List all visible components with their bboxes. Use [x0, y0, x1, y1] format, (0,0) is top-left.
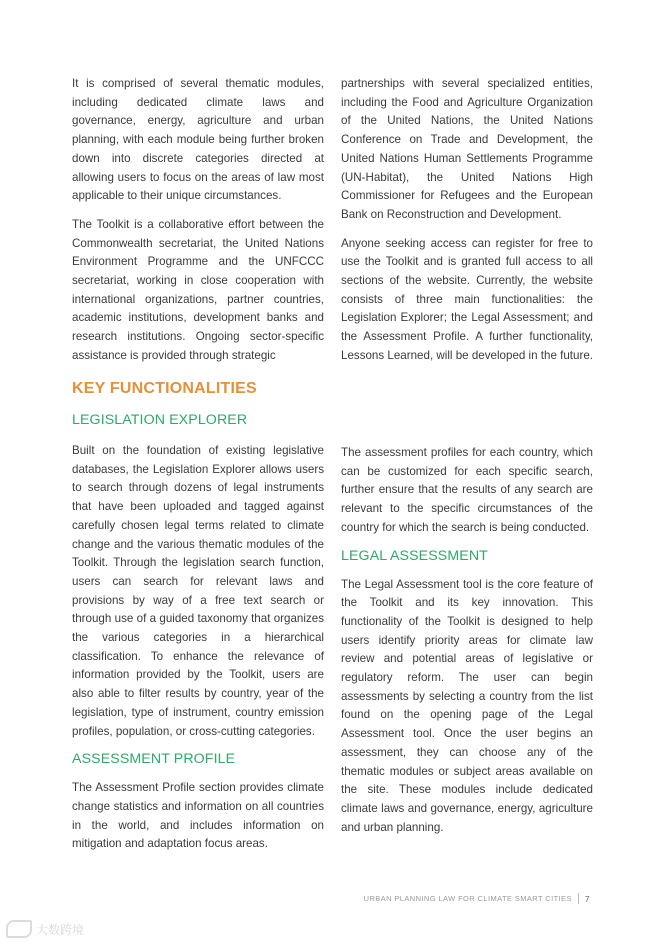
intro-paragraph-3: partnerships with several specialized entities, including the Food and Agriculture Organization of the United Nations, the United Nations Conference on Trade and Development, the United Nations Human Settlements Programme (UN-Habitat), the United Nations High Commissioner for Refugees and the European Bank on Reconstruction and Development. [341, 77, 593, 221]
page-footer [364, 893, 590, 904]
legislation-explorer-paragraph: Built on the foundation of existing legislative databases, the Legislation Explorer allows users to search through dozens of legal instruments that have been uploaded and tagged against carefully chosen legal terms related to climate change and the various thematic modules of the Toolkit. Through the legislation search function, users can search for relevant laws and provisions by way of a free text search or through use of a guided taxonomy that organizes the various categories in a hierarchical classification. To enhance the relevance of information provided by the Toolkit, users are also able to filter results by country, year of the legislation, type of instrument, country emission profiles, population, or cross-cutting categories. [72, 444, 324, 738]
watermark-logo-icon [6, 920, 32, 938]
legal-assessment-paragraph: The Legal Assessment tool is the core feature of the Toolkit and its key innovation. This functionality of the Toolkit is designed to help users identify priority areas for climate law review and potential areas of legislative or regulatory reform. The user can begin assessments by selecting a country from the list found on the opening page of the Legal Assessment tool. Once the user begins an assessment, they can choose any of the thematic modules or subject areas available on the site. These modules include dedicated climate laws and governance, energy, agriculture and urban planning. [341, 577, 593, 834]
intro-left-column [72, 75, 324, 366]
watermark-text: 大数跨境 [36, 922, 85, 937]
legislation-explorer-heading: LEGISLATION EXPLORER [72, 412, 248, 428]
intro-paragraph-1: It is comprised of several thematic modules, including dedicated climate laws and governance, energy, agriculture and urban planning, with each module being further broken down into discrete categories directed at allowing users to focus on the areas of law most applicable to their unique circumstances. [72, 77, 324, 203]
intro-paragraph-2: The Toolkit is a collaborative effort between the Commonwealth secretariat, the United Nations Environment Programme and the UNFCCC secretariat, working in close cooperation with international organizations, partner countries, academic institutions, development banks and research institutions. Ongoing sector-specific assistance is provided through strategic [72, 217, 324, 362]
legal-assessment-heading: LEGAL ASSESSMENT [341, 547, 488, 564]
key-functionalities-heading: KEY FUNCTIONALITIES [72, 380, 257, 397]
footer-divider [578, 893, 579, 904]
assessment-profile-continued-paragraph: The assessment profiles for each country, which can be customized for each specific search, further ensure that the results of any search are relevant to the specific circumstances of the country for which the search is being conducted. [341, 446, 593, 534]
page-number: 7 [584, 893, 590, 904]
intro-paragraph-4: Anyone seeking access can register for free to use the Toolkit and is granted full access to all sections of the website. Currently, the website consists of three main functionalities: the Legislation Explorer; the Legal Assessment; and the Assessment Profile. A further functionality, Lessons Learned, will be developed in the future. [341, 236, 594, 362]
watermark [6, 920, 84, 938]
running-title: URBAN PLANNING LAW FOR CLIMATE SMART CITIES [363, 894, 572, 903]
intro-right-column [341, 75, 593, 366]
assessment-profile-heading: ASSESSMENT PROFILE [72, 751, 236, 768]
assessment-profile-paragraph: The Assessment Profile section provides climate change statistics and information on all countries in the world, and includes information on mitigation and adaptation focus areas. [72, 781, 324, 851]
functionalities-right-column [341, 444, 593, 837]
functionalities-left-column [72, 412, 324, 854]
